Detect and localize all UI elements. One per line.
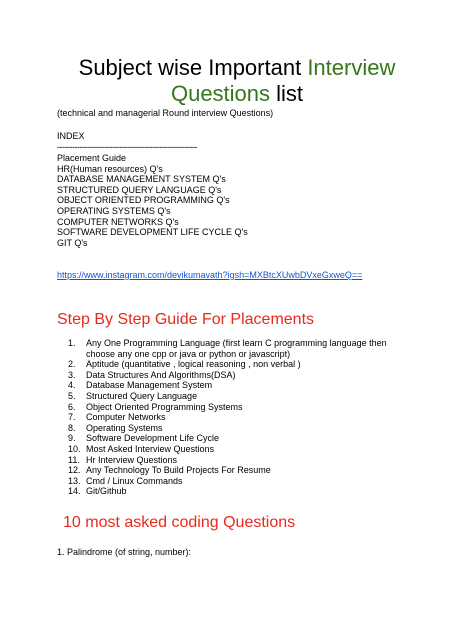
list-number: 1. [68,338,76,348]
list-number: 10. [68,443,81,454]
index-item: STRUCTURED QUERY LANGUAGE Q's [57,184,222,195]
title-text: list [270,81,304,106]
index-item: Placement Guide [57,153,127,163]
list-number: 8. [68,422,76,433]
list-item [57,412,386,423]
list-item [57,338,411,359]
list-text: Structured Query Language [86,390,198,401]
index-item: HR(Human resources) Q's [57,163,163,174]
index-list [57,153,248,248]
list-text: Database Management System [86,380,213,391]
list-text: Object Oriented Programming Systems [86,401,243,412]
index-item: OPERATING SYSTEMS Q's [57,205,171,216]
list-number: 14. [68,486,81,497]
list-item [57,359,386,370]
list-number: 11. [68,454,80,465]
list-item [57,455,386,466]
guide-steps-list [57,338,411,497]
list-text: Hr Interview Questions [86,454,178,465]
index-item: OBJECT ORIENTED PROGRAMMING Q's [57,195,230,206]
subtitle: (technical and managerial Round interview Questions) [57,108,274,118]
list-item [57,433,386,444]
index-item: COMPUTER NETWORKS Q's [57,216,179,227]
list-text: Computer Networks [86,412,166,423]
list-number: 3. [68,369,76,380]
coding-heading: 10 most asked coding Questions [63,514,296,531]
list-text: Software Development Life Cycle [86,433,220,444]
list-number: 13. [68,475,81,486]
coding-first-item: 1. Palindrome (of string, number): [57,547,192,557]
list-item [57,476,386,487]
list-number: 7. [68,412,76,423]
list-item [57,370,386,381]
list-number: 12. [68,465,81,476]
list-number: 9. [68,433,76,444]
title-highlight: Interview [307,55,396,80]
index-heading: INDEX [57,131,85,141]
title-highlight: Questions [170,81,271,106]
title-text: Subject wise Important [78,55,308,80]
list-text: Most Asked Interview Questions [86,443,215,454]
list-item [57,444,386,455]
list-item [57,423,386,434]
index-item: SOFTWARE DEVELOPMENT LIFE CYCLE Q's [57,227,248,238]
guide-heading: Step By Step Guide For Placements [57,311,315,328]
list-number: 6. [68,401,76,412]
index-divider: -------------------------------------------------------- [57,142,197,152]
list-text: Operating Systems [86,422,163,433]
list-item [57,486,386,497]
page-title-line-1 [0,54,474,82]
index-item: GIT Q's [57,237,88,248]
instagram-link[interactable]: https://www.instagram.com/devikumavath?igsh=MXBtcXUwbDVxeGxweQ== [57,270,363,280]
list-number: 4. [68,380,76,391]
list-number: 2. [68,359,76,370]
list-text: Any One Programming Language (first learn C programming language then choose any one cpp or java or python or javascript) [86,338,387,359]
page-title-line-2 [0,80,474,108]
list-text: Git/Github [86,486,127,497]
list-item [57,402,386,413]
list-text: Aptitude (quantitative , logical reasoning , non verbal ) [86,359,301,370]
list-item [57,391,386,402]
list-item [57,465,386,476]
list-number: 5. [68,390,76,401]
list-item [57,380,386,391]
list-text: Cmd / Linux Commands [86,475,183,486]
index-item: DATABASE MANAGEMENT SYSTEM Q's [57,174,226,185]
list-text: Data Structures And Algorithms(DSA) [86,369,236,380]
list-text: Any Technology To Build Projects For Resume [86,465,271,476]
